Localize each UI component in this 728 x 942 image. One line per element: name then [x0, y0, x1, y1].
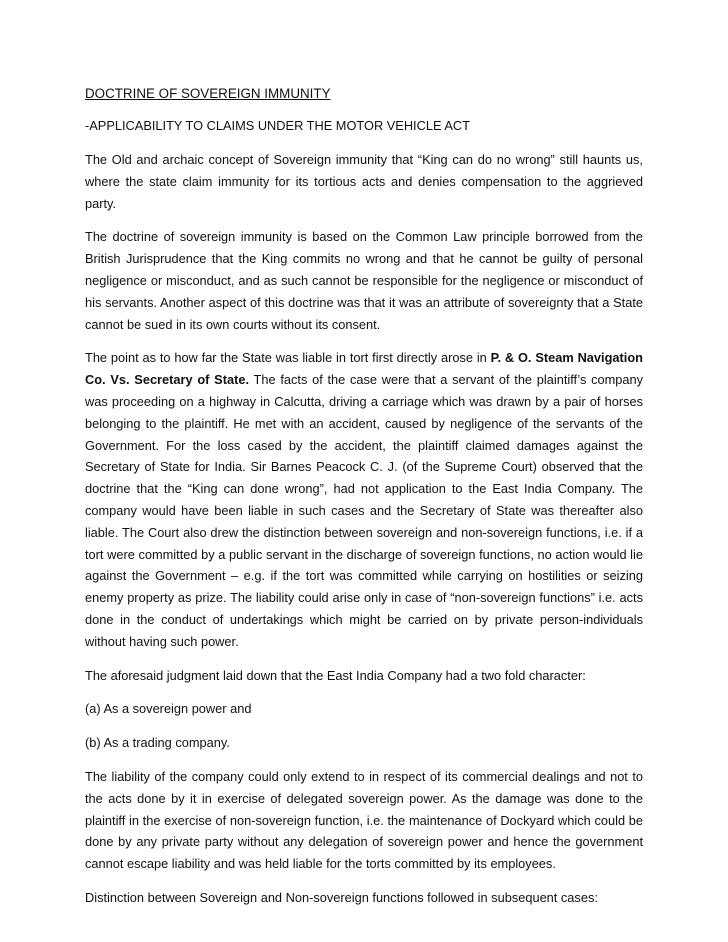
- document-title: DOCTRINE OF SOVEREIGN IMMUNITY: [85, 86, 331, 101]
- paragraph-intro: The Old and archaic concept of Sovereign immunity that “King can do no wrong” still haunts us, where the state claim immunity for its tortious acts and denies compensation to the aggrieved party.: [85, 152, 643, 211]
- paragraph-po-steam-case: [85, 347, 643, 652]
- list-item-trading-company: (b) As a trading company.: [85, 735, 230, 751]
- paragraph-distinction-heading: Distinction between Sovereign and Non-sovereign functions followed in subsequent cases:: [85, 889, 598, 905]
- list-item-sovereign-power: (a) As a sovereign power and: [85, 701, 252, 717]
- paragraph-doctrine-basis: The doctrine of sovereign immunity is based on the Common Law principle borrowed from the British Jurisprudence that the King commits no wrong and that he cannot be guilty of personal negligence or misconduct, and as such cannot be responsible for the negligence or misconduct of his servants. Another aspect of this doctrine was that it was an attribute of sovereignty that a State cannot be sued in its own courts without its consent.: [85, 229, 643, 332]
- document-subtitle: -APPLICABILITY TO CLAIMS UNDER THE MOTOR VEHICLE ACT: [85, 118, 470, 133]
- paragraph-po-steam-case-body: The facts of the case were that a servant of the plaintiff’s company was proceeding on a highway in Calcutta, driving a carriage which was drawn by a pair of horses belonging to the plaintiff. He met with an accident, caused by negligence of the servants of the Government. For the loss cased by the accident, the plaintiff claimed damages against the Secretary of State for India. Sir Barnes Peacock C. J. (of the Supreme Court) observed that the doctrine that the “King can done wrong”, had not application to the East India Company. The company would have been liable in such cases and the Secretary of State was thereafter also liable. The Court also drew the distinction between sovereign and non-sovereign functions, i.e. if a tort were committed by a public servant in the discharge of sovereign functions, no action would lie against the Government – e.g. if the tort was committed while carrying on hostilities or seizing enemy property as prize. The liability could arise only in case of “non-sovereign functions” i.e. acts done in the conduct of undertakings which might be carried on by private person-individuals without having such power.: [85, 372, 644, 649]
- paragraph-po-steam-case-lead: The point as to how far the State was liable in tort first directly arose in: [85, 350, 491, 366]
- paragraph-liability-extent: The liability of the company could only extend to in respect of its commercial dealings and not to the acts done by it in exercise of delegated sovereign power. As the damage was done to the plaintiff in the exercise of non-sovereign function, i.e. the maintenance of Dockyard which could be done by any private party without any delegation of sovereign power and hence the government cannot escape liability and was held liable for the torts committed by its employees.: [85, 768, 643, 872]
- case-citation: P. & O. Steam Navigation Co. Vs. Secretary of State.: [85, 350, 643, 388]
- paragraph-two-fold-character: The aforesaid judgment laid down that the East India Company had a two fold character:: [85, 667, 586, 683]
